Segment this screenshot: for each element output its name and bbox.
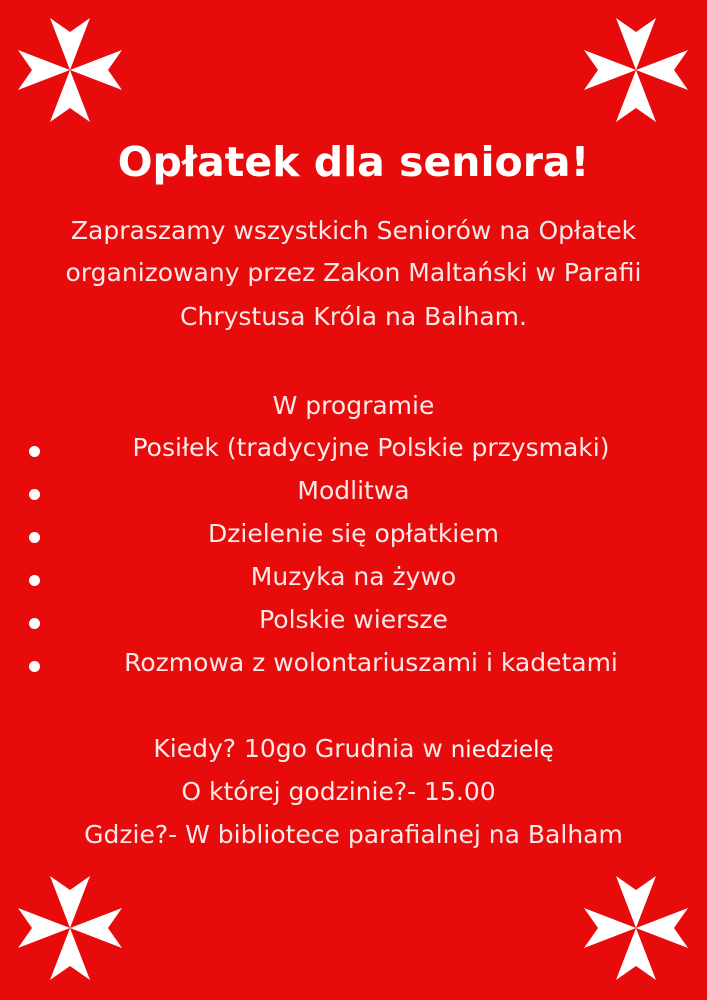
when-label: Kiedy? [153, 734, 237, 763]
maltese-cross-icon [581, 15, 691, 125]
program-item: Rozmowa z wolontariuszami i kadetami [124, 648, 618, 677]
where-line: Gdzie?- W bibliotece parafialnej na Balham [84, 820, 623, 849]
maltese-cross-icon [15, 873, 125, 983]
maltese-cross-icon [581, 873, 691, 983]
intro-line: Zapraszamy wszystkich Seniorów na Opłatek [70, 216, 637, 245]
program-item: Muzyka na żywo [250, 562, 457, 591]
program-item: Modlitwa [297, 476, 410, 505]
program-item: Dzielenie się opłatkiem [208, 519, 499, 548]
time-line: O której godzinie?- 15.00 [181, 777, 496, 806]
intro-line: Chrystusa Króla na Balham. [180, 302, 527, 331]
when-day: niedzielę [450, 737, 554, 763]
intro-line: organizowany przez Zakon Maltański w Parafii [65, 258, 642, 287]
poster-title: Opłatek dla seniora! [117, 138, 590, 186]
when-line [0, 734, 707, 763]
program-heading: W programie [272, 391, 435, 420]
program-item: Polskie wiersze [259, 605, 448, 634]
when-value: 10go Grudnia w [243, 734, 443, 763]
maltese-cross-icon [15, 15, 125, 125]
program-item: Posiłek (tradycyjne Polskie przysmaki) [132, 433, 610, 462]
